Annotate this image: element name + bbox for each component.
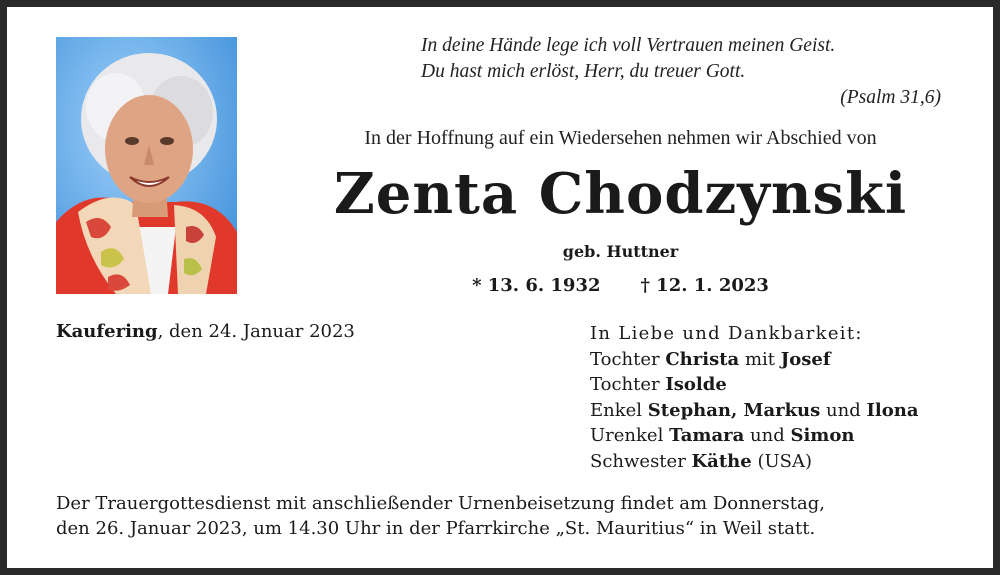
mourners-list (590, 321, 919, 474)
connector-word: mit (744, 348, 775, 370)
mourner-daughter-isolde (590, 372, 919, 398)
psalm-quote (421, 33, 941, 111)
psalm-reference: (Psalm 31,6) (840, 87, 941, 108)
mourner-name: Isolde (665, 374, 727, 395)
mourner-name: Christa (665, 348, 740, 370)
mourner-great-grandchildren (590, 423, 919, 449)
mourner-note: (USA) (757, 450, 812, 472)
life-dates (265, 275, 976, 296)
portrait-photo (56, 37, 237, 294)
intro-text: In der Hoffnung auf ein Wiedersehen nehmen wir Abschied von (364, 127, 877, 149)
mourner-grandchildren (590, 398, 919, 424)
funeral-service-notice (56, 491, 956, 541)
mourner-name: Ilona (866, 399, 919, 421)
mourner-daughter-christa (590, 347, 919, 373)
service-line-2: den 26. Januar 2023, um 14.30 Uhr in der Pfarrkirche „St. Mauritius“ in Weil statt. (56, 518, 816, 539)
mourner-name: Josef (780, 348, 831, 370)
psalm-line-1: In deine Hände lege ich voll Vertrauen meinen Geist. (421, 35, 836, 56)
birth-name: geb. Huttner (562, 242, 679, 261)
portrait-icon (56, 37, 237, 294)
relation-label: Tochter (590, 374, 660, 395)
psalm-line-2: Du hast mich erlöst, Herr, du treuer Gott. (421, 61, 746, 82)
mourner-name: Stephan, Markus (647, 399, 821, 421)
connector-word: und (750, 425, 785, 446)
mourner-sister (590, 449, 919, 475)
mourner-name: Tamara (669, 425, 745, 446)
place-and-date (56, 321, 355, 342)
death-date: † 12. 1. 2023 (640, 275, 769, 296)
service-line-1: Der Trauergottesdienst mit anschließender Urnenbeisetzung findet am Donnerstag, (56, 493, 825, 514)
birth-date: * 13. 6. 1932 (472, 275, 601, 296)
relation-label: Schwester (590, 450, 686, 472)
mourner-name: Käthe (691, 450, 752, 472)
connector-word: und (826, 399, 861, 421)
deceased-name: Zenta Chodzynski (333, 161, 908, 227)
mourner-name: Simon (790, 425, 855, 446)
relation-label: Enkel (590, 399, 643, 421)
place-date: , den 24. Januar 2023 (157, 321, 355, 342)
mourners-heading: In Liebe und Dankbarkeit: (590, 323, 863, 344)
relation-label: Tochter (590, 348, 660, 370)
relation-label: Urenkel (590, 425, 664, 446)
place-town: Kaufering (56, 321, 158, 342)
